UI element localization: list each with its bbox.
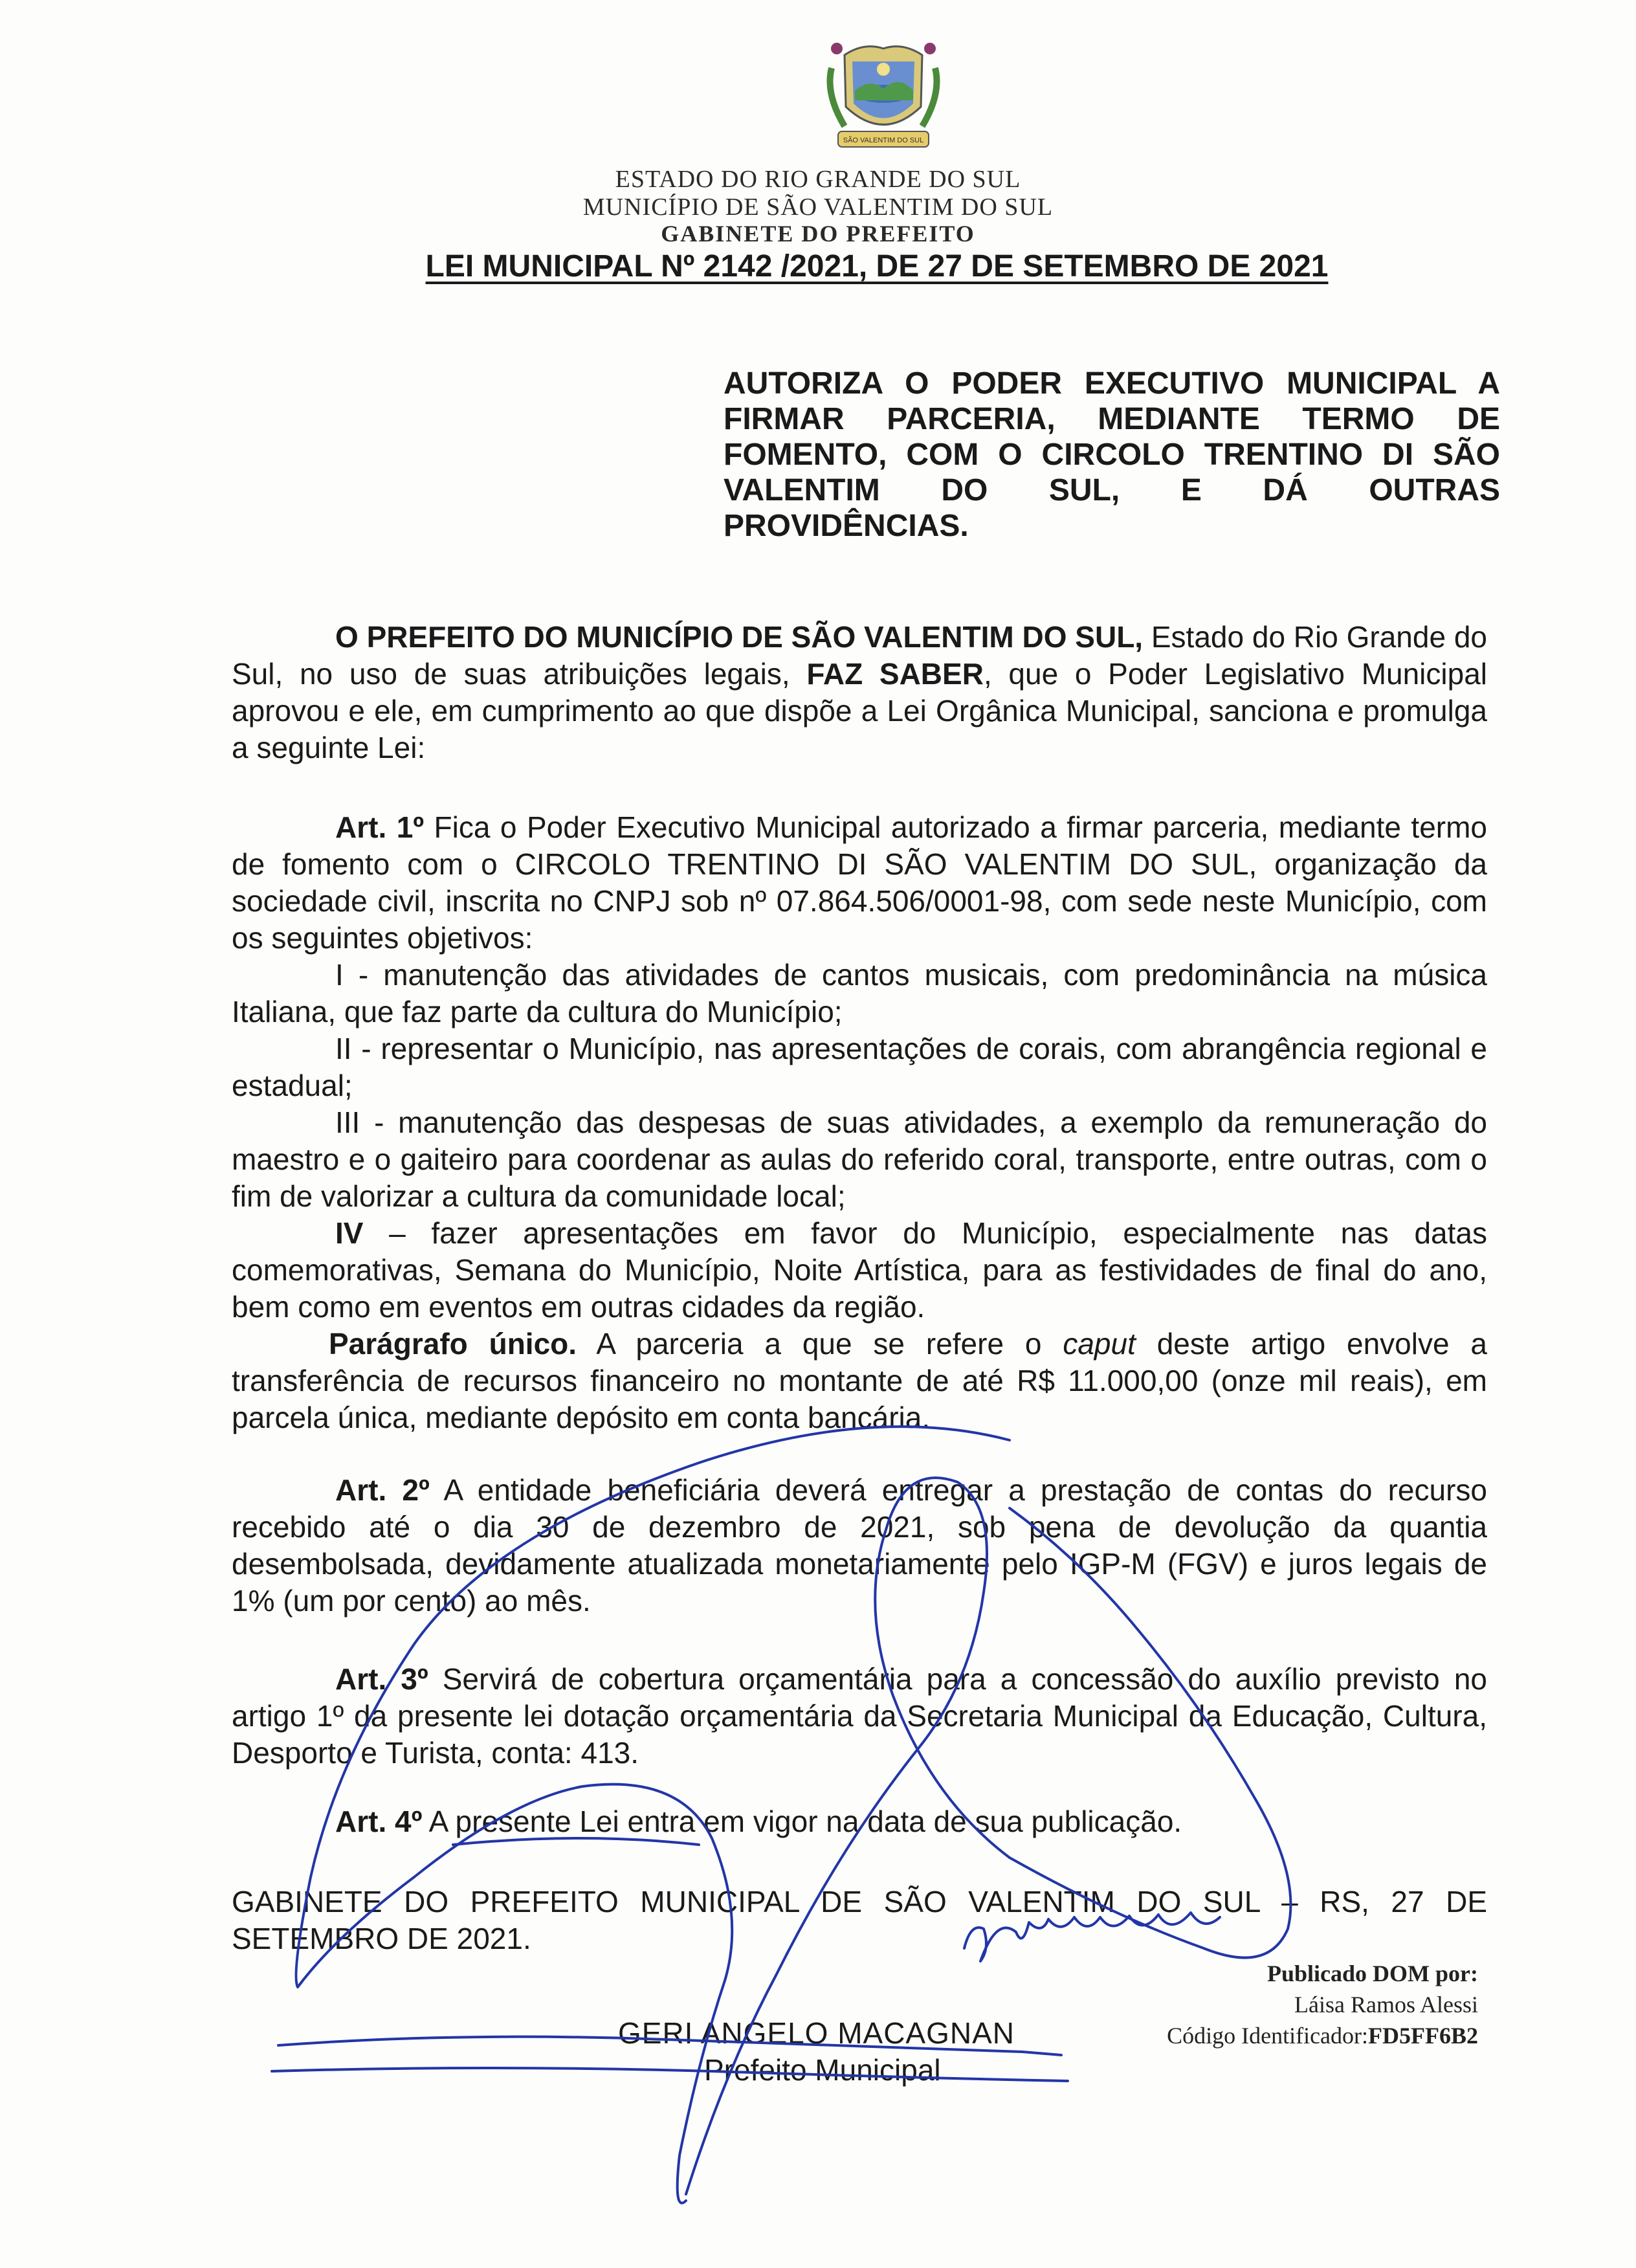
publication-code xyxy=(1167,2022,1478,2049)
item-text: - manutenção das atividades de cantos musicais, com predominância na música Italiana, que faz parte da cultura do Município; xyxy=(232,958,1487,1028)
item-roman: I xyxy=(335,958,344,992)
paragraph-text: deste artigo envolve a transferência de recursos financeiro no montante de até R$ 11.000,00 (onze mil reais), em parcela única, mediante depósito em conta bancária. xyxy=(232,1327,1488,1434)
caput-term: caput xyxy=(1063,1327,1136,1361)
article-label: Art. 4º xyxy=(335,1805,423,1838)
ementa xyxy=(724,366,1500,544)
svg-text:SÃO VALENTIM DO SUL: SÃO VALENTIM DO SUL xyxy=(843,137,924,144)
code-value: FD5FF6B2 xyxy=(1368,2023,1478,2049)
preamble xyxy=(232,619,1487,766)
article-1 xyxy=(232,809,1487,1436)
item-roman: IV xyxy=(335,1216,364,1250)
ementa-line: FOMENTO, COM O CIRCOLO TRENTINO DI SÃO xyxy=(724,438,1500,472)
municipal-crest-logo xyxy=(819,29,948,159)
closing-text: GABINETE DO PREFEITO MUNICIPAL DE SÃO VALENTIM DO SUL – RS, 27 DE SETEMBRO DE 2021. xyxy=(232,1885,1487,1955)
preamble-lead: O PREFEITO DO MUNICÍPIO DE SÃO VALENTIM DO SUL, xyxy=(335,620,1144,654)
article-label: Art. 3º xyxy=(335,1662,428,1696)
article-text: Servirá de cobertura orçamentária para a concessão do auxílio previsto no artigo 1º da presente lei dotação orçamentária da Secretaria Municipal da Educação, Cultura, Desporto e Turista, conta: 413. xyxy=(232,1662,1487,1770)
closing-line xyxy=(232,1884,1487,1957)
ementa-line: FIRMAR PARCERIA, MEDIANTE TERMO DE xyxy=(724,402,1500,436)
preamble-text: Estado do Rio Grande do Sul, no uso de suas atribuições legais, xyxy=(232,620,1487,691)
item-text: – fazer apresentações em favor do Município, especialmente nas datas comemorativas, Semana do Município, Noite Artística, para as festividades de final do ano, bem como em eventos em outras cidades da região. xyxy=(232,1216,1487,1324)
faz-saber: FAZ SABER xyxy=(806,657,984,691)
ementa-line: PROVIDÊNCIAS. xyxy=(724,509,969,543)
publication-label: Publicado DOM por: xyxy=(1266,1961,1478,1986)
article-text: Fica o Poder Executivo Municipal autorizado a firmar parceria, mediante termo de fomento com o CIRCOLO TRENTINO DI SÃO VALENTIM DO SUL, organização da sociedade civil, inscrita no CNPJ sob nº 07.864.506/0001-98, com sede neste Município, com os seguintes objetivos: xyxy=(232,810,1487,955)
publication-publisher: Láisa Ramos Alessi xyxy=(1294,1992,1478,2018)
signatory-role: Prefeito Municipal xyxy=(704,2053,941,2087)
ementa-line: AUTORIZA O PODER EXECUTIVO MUNICIPAL A xyxy=(724,366,1500,401)
article-label: Art. 2º xyxy=(335,1473,430,1507)
article-4 xyxy=(232,1803,1487,1840)
article-text: A entidade beneficiária deverá entregar a prestação de contas do recurso recebido até o dia 30 de dezembro de 2021, sob pena de devolução da quantia desembolsada, devidamente atualizada monetariamente pelo IGP-M (FGV) e juros legais de 1% (um por cento) ao mês. xyxy=(232,1473,1487,1618)
paragraph-label: Parágrafo único. xyxy=(329,1327,577,1361)
article-3 xyxy=(232,1661,1487,1772)
paragraph-text: A parceria a que se refere o xyxy=(577,1327,1063,1361)
preamble-text: , que o Poder Legislativo Municipal aprovou e ele, em cumprimento ao que dispõe a Lei Orgânica Municipal, sanciona e promulga a seguinte Lei: xyxy=(232,657,1488,764)
law-title: LEI MUNICIPAL Nº 2142 /2021, DE 27 DE SETEMBRO DE 2021 xyxy=(425,249,1329,284)
ementa-line: VALENTIM DO SUL, E DÁ OUTRAS xyxy=(724,473,1500,507)
state-name: ESTADO DO RIO GRANDE DO SUL xyxy=(615,166,1021,193)
item-text: - manutenção das despesas de suas atividades, a exemplo da remuneração do maestro e o gaiteiro para coordenar as aulas do referido coral, transporte, entre outras, com o fim de valorizar a cultura da comunidade local; xyxy=(232,1106,1487,1213)
code-label: Código Identificador: xyxy=(1167,2023,1369,2049)
municipality-name: MUNICÍPIO DE SÃO VALENTIM DO SUL xyxy=(582,194,1054,221)
article-2 xyxy=(232,1472,1487,1619)
article-text: A presente Lei entra em vigor na data de sua publicação. xyxy=(422,1805,1182,1838)
signatory-name: GERI ANGELO MACAGNAN xyxy=(618,2016,1015,2050)
office-name: GABINETE DO PREFEITO xyxy=(661,221,975,247)
item-roman: III xyxy=(335,1106,360,1139)
item-roman: II xyxy=(335,1032,352,1065)
item-text: - representar o Município, nas apresentações de corais, com abrangência regional e estadual; xyxy=(232,1032,1487,1102)
article-label: Art. 1º xyxy=(335,810,425,844)
